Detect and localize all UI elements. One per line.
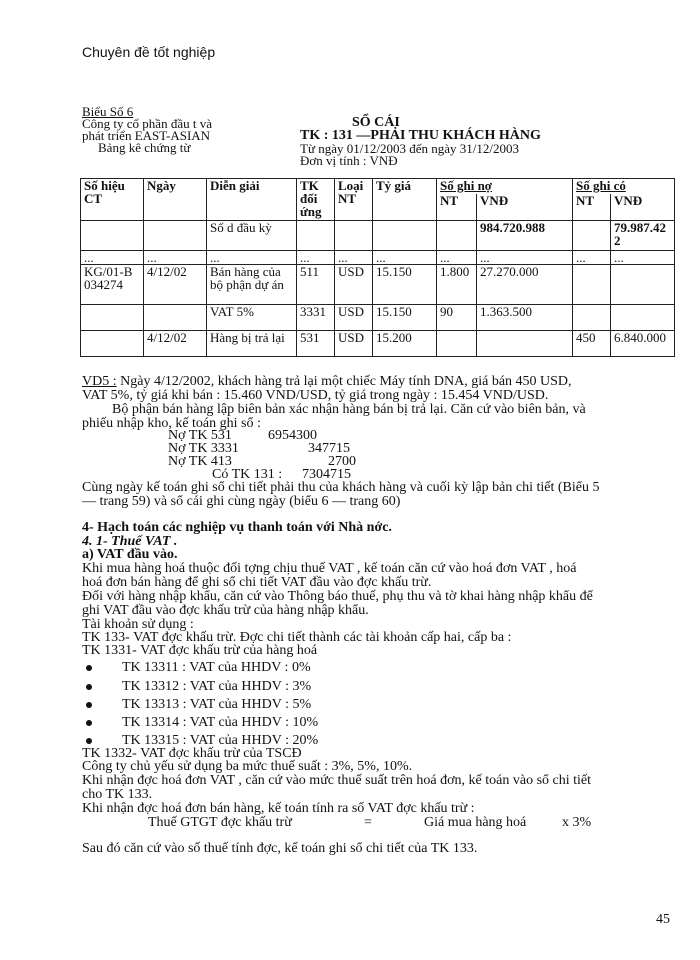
bullet-icon	[86, 738, 92, 744]
list-item: TK 13311 : VAT của HHDV : 0%	[86, 660, 311, 676]
page-header: Chuyên đề tốt nghiệp	[82, 44, 216, 60]
section-subheading: 4. 1- Thuế VAT .	[82, 534, 178, 549]
col-header-credit-nt: NT	[573, 194, 611, 221]
bullet-icon	[86, 665, 92, 671]
col-header-doc: Số hiệu CT	[81, 179, 144, 221]
example-label: VD5 :	[82, 374, 117, 389]
example-line-4: phiếu nhập kho, kế toán ghi sổ :	[82, 416, 261, 431]
bullet-icon	[86, 720, 92, 726]
ledger-title: SỔ CÁI	[352, 115, 400, 130]
col-header-date: Ngày	[144, 179, 207, 221]
ledger-table	[80, 178, 675, 357]
bullet-icon	[86, 702, 92, 708]
journal-entry-3-value: 2700	[328, 454, 356, 469]
col-header-credit-vnd: VNĐ	[611, 194, 675, 221]
col-header-credit: Số ghi có	[573, 179, 675, 194]
formula-equals: =	[364, 815, 372, 830]
voucher-list-label: Bảng kê chứng từ	[98, 140, 191, 155]
form-number: Biểu Số 6	[82, 104, 134, 119]
table-row: VAT 5% 3331 USD 15.150 90 1.363.500	[81, 305, 675, 331]
ledger-unit: Đơn vị tính : VNĐ	[300, 153, 398, 168]
paragraph-6: TK 133- VAT đợc khấu trừ. Đợc chi tiết thành các tài khoản cấp hai, cấp ba :	[82, 630, 512, 645]
input-vat-heading: a) VAT đầu vào.	[82, 547, 178, 562]
paragraph-10: Khi nhận đợc hoá đơn VAT , căn cứ vào mức thuế suất trên hoá đơn, kế toán vào sổ chi tiết	[82, 773, 591, 788]
col-header-rate: Tỷ giá	[373, 179, 437, 221]
journal-entry-2: Nợ TK 3331	[168, 441, 239, 456]
ledger-period: Từ ngày 01/12/2003 đến ngày 31/12/2003	[300, 141, 519, 156]
paragraph-4: ghi VAT đầu vào đợc khấu trừ của hàng nhập khẩu.	[82, 603, 369, 618]
journal-entry-4-value: 7304715	[302, 467, 351, 482]
col-header-debit: Số ghi nợ	[437, 179, 573, 194]
col-header-currency: Loại NT	[335, 179, 373, 221]
table-row: KG/01-B 034274 4/12/02 Bán hàng của bộ phận dự án 511 USD 15.150 1.800 27.270.000	[81, 265, 675, 305]
list-item: TK 13313 : VAT của HHDV : 5%	[86, 697, 311, 713]
formula-rate: x 3%	[562, 815, 592, 830]
journal-entry-1-value: 6954300	[268, 428, 317, 443]
opening-label: Số d đầu kỳ	[207, 221, 297, 251]
page-number: 45	[656, 912, 670, 927]
formula-left: Thuế GTGT đợc khấu trừ	[148, 815, 292, 830]
formula-right: Giá mua hàng hoá	[424, 815, 527, 830]
list-item: TK 13312 : VAT của HHDV : 3%	[86, 679, 311, 695]
opening-credit: 79.987.422	[611, 221, 675, 251]
journal-entry-1: Nợ TK 531	[168, 428, 232, 443]
paragraph-9: Công ty chủ yếu sử dụng ba mức thuế suất : 3%, 5%, 10%.	[82, 759, 413, 774]
journal-entry-2-value: 347715	[308, 441, 350, 456]
list-item: TK 13314 : VAT của HHDV : 10%	[86, 715, 318, 731]
paragraph-5: Tài khoản sử dụng :	[82, 617, 194, 632]
journal-entry-4: Có TK 131 :	[212, 467, 283, 482]
paragraph-8: TK 1332- VAT đợc khấu trừ của TSCĐ	[82, 746, 302, 761]
col-header-debit-vnd: VNĐ	[477, 194, 573, 221]
ledger-account: TK : 131 —PHẢI THU KHÁCH HÀNG	[300, 128, 541, 143]
paragraph-13: Sau đó căn cứ vào số thuế tính đợc, kế toán ghi sổ chi tiết của TK 133.	[82, 841, 478, 856]
paragraph-12: Khi nhận đợc hoá đơn bán hàng, kế toán tính ra số VAT đợc khấu trừ :	[82, 801, 475, 816]
section-heading: 4- Hạch toán các nghiệp vụ thanh toán với Nhà nớc.	[82, 520, 392, 535]
col-header-desc: Diễn giải	[207, 179, 297, 221]
example-line-3: Bộ phận bán hàng lập biên bản xác nhận hàng bán bị trả lại. Căn cứ vào biên bản, và	[112, 402, 586, 417]
col-header-contra: TK đối ứng	[297, 179, 335, 221]
company-line-2: phát triển EAST-ASIAN	[82, 128, 211, 143]
col-header-debit-nt: NT	[437, 194, 477, 221]
opening-debit: 984.720.988	[477, 221, 573, 251]
opening-balance-row	[81, 221, 675, 251]
list-item: TK 13315 : VAT của HHDV : 20%	[86, 733, 318, 749]
bullet-icon	[86, 684, 92, 690]
example-line-2: VAT 5%, tỷ giá khi bán : 15.460 VND/USD, tỷ giá trong ngày : 15.454 VND/USD.	[82, 388, 549, 403]
paragraph-3: Đối với hàng nhập khẩu, căn cứ vào Thông báo thuế, phụ thu và tờ khai hàng nhập khẩu để	[82, 589, 593, 604]
paragraph-7: TK 1331- VAT đợc khấu trừ của hàng hoá	[82, 643, 318, 658]
paragraph-2: hoá đơn bán hàng để ghi sổ chi tiết VAT đầu vào đợc khấu trừ.	[82, 575, 432, 590]
table-row: ... ... ... ... ... ... ... ... ... ...	[81, 251, 675, 265]
company-line-1: Công ty cổ phần đầu t và	[82, 116, 212, 131]
example-line-6: — trang 59) và sổ cái ghi cùng ngày (biểu 6 — trang 60)	[82, 494, 401, 509]
example-line-5: Cùng ngày kế toán ghi sổ chi tiết phải thu của khách hàng và cuối kỳ lập bản chi tiết (Biểu 5	[82, 480, 600, 495]
paragraph-11: cho TK 133.	[82, 787, 153, 802]
paragraph-1: Khi mua hàng hoá thuộc đối tợng chịu thuế VAT , kế toán căn cứ vào hoá đơn VAT , hoá	[82, 561, 577, 576]
example-line-1: VD5 : Ngày 4/12/2002, khách hàng trả lại một chiếc Máy tính DNA, giá bán 450 USD,	[82, 374, 572, 389]
table-row: 4/12/02 Hàng bị trả lại 531 USD 15.200 450 6.840.000	[81, 331, 675, 357]
journal-entry-3: Nợ TK 413	[168, 454, 232, 469]
